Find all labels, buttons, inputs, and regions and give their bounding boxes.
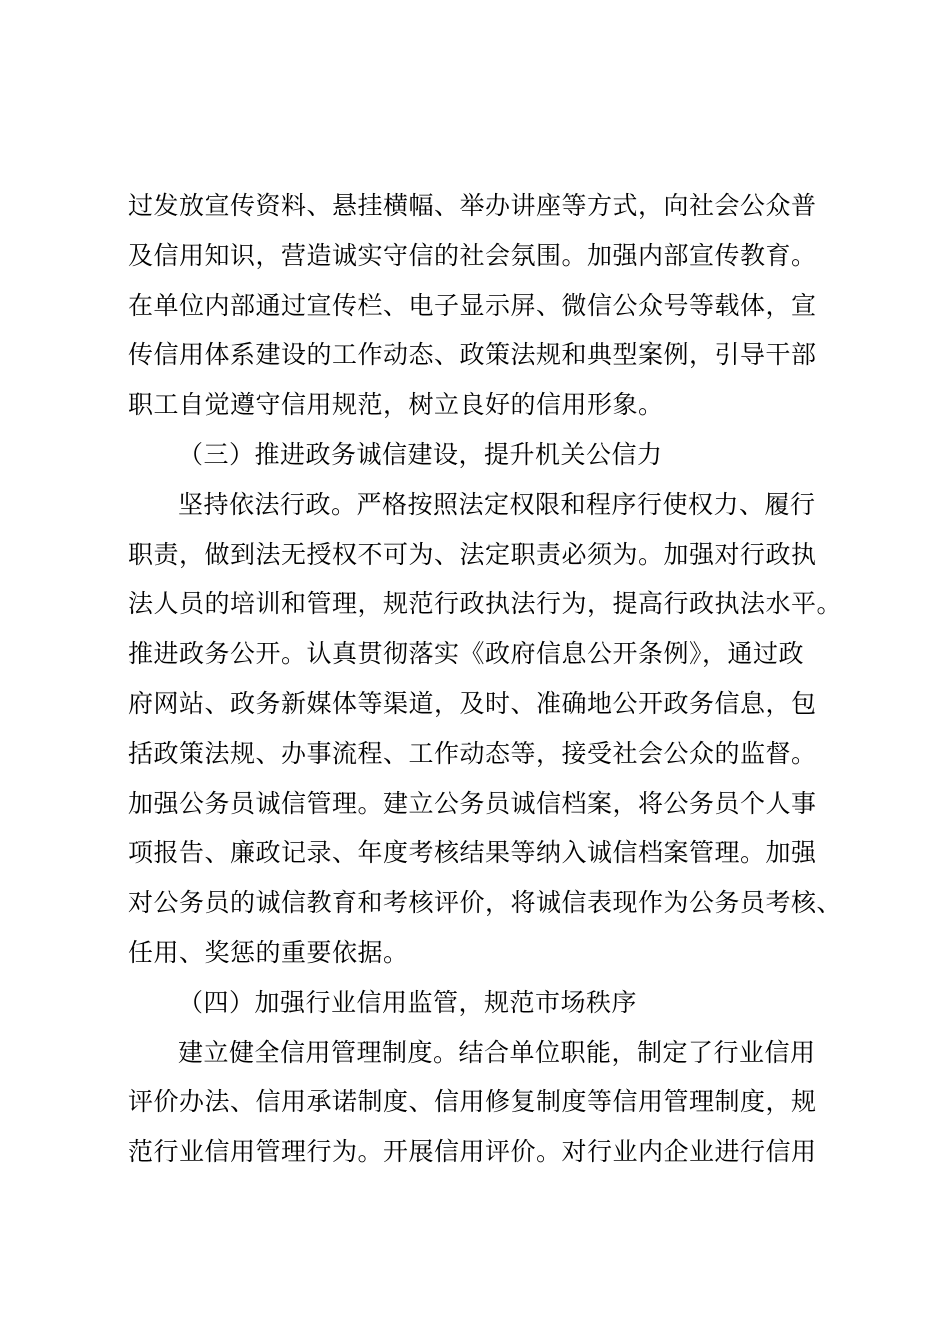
text-line: 职责，做到法无授权不可为、法定职责必须为。加强对行政执 — [128, 539, 817, 569]
text-line: 加强公务员诚信管理。建立公务员诚信档案，将公务员个人事 — [128, 788, 817, 818]
text-line: 建立健全信用管理制度。结合单位职能，制定了行业信用 — [178, 1037, 816, 1067]
text-line: 推进政务公开。认真贯彻落实《政府信息公开条例》，通过政 — [128, 639, 805, 669]
text-line: 法人员的培训和管理，规范行政执法行为，提高行政执法水平。 — [128, 589, 843, 619]
text-line: 过发放宣传资料、悬挂横幅、举办讲座等方式，向社会公众普 — [128, 191, 817, 220]
text-line: 范行业信用管理行为。开展信用评价。对行业内企业进行信用 — [128, 1137, 817, 1167]
text-line: 坚持依法行政。严格按照法定权限和程序行使权力、履行 — [178, 489, 816, 519]
text-line: 府网站、政务新媒体等渠道，及时、准确地公开政务信息，包 — [128, 688, 817, 718]
text-line: 及信用知识，营造诚实守信的社会氛围。加强内部宣传教育。 — [128, 240, 817, 270]
text-line: 在单位内部通过宣传栏、电子显示屏、微信公众号等载体，宣 — [128, 290, 817, 320]
text-line: 括政策法规、办事流程、工作动态等，接受社会公众的监督。 — [128, 738, 817, 768]
text-line: 传信用体系建设的工作动态、政策法规和典型案例，引导干部 — [128, 340, 817, 370]
text-line: 对公务员的诚信教育和考核评价，将诚信表现作为公务员考核、 — [128, 888, 843, 918]
text-line: 项报告、廉政记录、年度考核结果等纳入诚信档案管理。加强 — [128, 838, 817, 868]
text-line: 职工自觉遵守信用规范，树立良好的信用形象。 — [128, 390, 664, 420]
section-heading-3: （三）推进政务诚信建设，提升机关公信力 — [178, 439, 663, 469]
section-heading-4: （四）加强行业信用监管，规范市场秩序 — [178, 987, 638, 1017]
text-line: 任用、奖惩的重要依据。 — [128, 937, 409, 967]
text-line: 评价办法、信用承诺制度、信用修复制度等信用管理制度，规 — [128, 1087, 817, 1117]
document-body — [128, 181, 844, 1177]
